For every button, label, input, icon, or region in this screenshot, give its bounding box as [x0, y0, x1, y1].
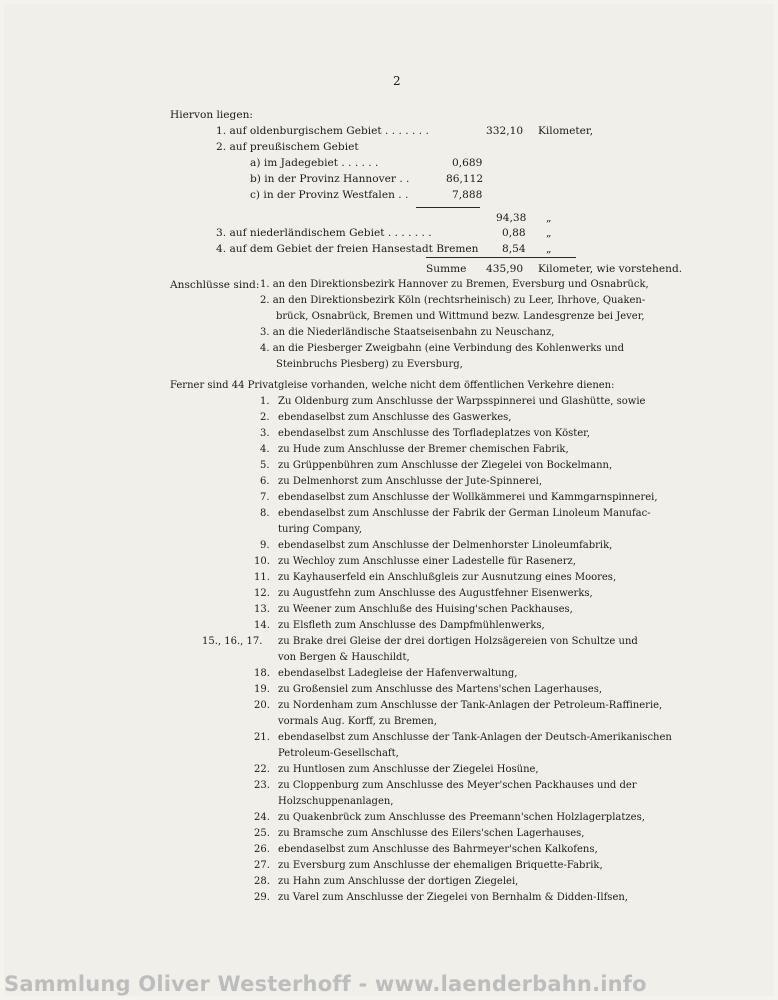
private-text: zu Hahn zum Anschlusse der dortigen Ziegelei,: [278, 876, 519, 887]
sum-value: 435,90: [486, 263, 524, 275]
private-text: zu Wechloy zum Anschlusse einer Ladestelle für Rasenerz,: [278, 556, 576, 567]
private-num: 1.: [260, 396, 270, 407]
length-label: 1. auf oldenburgischem Gebiet . . . . . . .: [216, 125, 429, 137]
document-page: [4, 4, 774, 996]
private-text: vormals Aug. Korff, zu Bremen,: [278, 716, 437, 727]
length-unit: „: [546, 243, 552, 255]
private-num: 25.: [254, 828, 270, 839]
private-intro: Ferner sind 44 Privatgleise vorhanden, welche nicht dem öffentlichen Verkehre dienen:: [170, 380, 615, 391]
private-text: von Bergen & Hauschildt,: [278, 652, 410, 663]
private-text: zu Delmenhorst zum Anschlusse der Jute-Spinnerei,: [278, 476, 543, 487]
length-label: b) in der Provinz Hannover . .: [250, 173, 410, 185]
private-num: 18.: [254, 668, 270, 679]
private-num: 4.: [260, 444, 270, 455]
private-num: 14.: [254, 620, 270, 631]
private-text: zu Hude zum Anschlusse der Bremer chemischen Fabrik,: [278, 444, 569, 455]
private-text: zu Eversburg zum Anschlusse der ehemaligen Briquette-Fabrik,: [278, 860, 603, 871]
watermark-text: [0, 972, 778, 996]
length-value: 332,10: [486, 125, 524, 137]
private-num: 23.: [254, 780, 270, 791]
private-num: 29.: [254, 892, 270, 903]
private-text: zu Varel zum Anschlusse der Ziegelei von Bernhalm & Didden-Ilfsen,: [278, 892, 628, 903]
intro-text: Hiervon liegen:: [170, 109, 254, 121]
sum-label: Summe: [426, 263, 467, 275]
private-text: zu Cloppenburg zum Anschlusse des Meyer'schen Packhauses und der: [278, 780, 637, 791]
private-text: zu Augustfehn zum Anschlusse des Augustfehner Eisenwerks,: [278, 588, 593, 599]
private-text: Zu Oldenburg zum Anschlusse der Warpsspinnerei und Glashütte, sowie: [278, 396, 646, 407]
private-text: ebendaselbst zum Anschlusse der Delmenhorster Linoleumfabrik,: [278, 540, 613, 551]
length-value: 0,689: [452, 157, 483, 169]
connection-line: 1. an den Direktionsbezirk Hannover zu Bremen, Eversburg und Osnabrück,: [260, 279, 649, 290]
private-num: 22.: [254, 764, 270, 775]
length-value: 86,112: [446, 173, 484, 185]
length-value: 94,38: [496, 212, 527, 224]
private-text: zu Bramsche zum Anschlusse des Eilers'schen Lagerhauses,: [278, 828, 585, 839]
sum-rule: [426, 257, 576, 258]
private-text: zu Quakenbrück zum Anschlusse des Preemann'schen Holzlagerplatzes,: [278, 812, 645, 823]
length-unit: „: [546, 227, 552, 239]
private-num: 21.: [254, 732, 270, 743]
length-value: 0,88: [502, 227, 526, 239]
private-num: 20.: [254, 700, 270, 711]
private-text: zu Grüppenbühren zum Anschlusse der Ziegelei von Bockelmann,: [278, 460, 613, 471]
private-text: zu Weener zum Anschluße des Huising'schen Packhauses,: [278, 604, 573, 615]
private-text: Petroleum-Gesellschaft,: [278, 748, 399, 759]
sum-unit: Kilometer, wie vorstehend.: [538, 263, 683, 275]
private-text: turing Company,: [278, 524, 362, 535]
private-text: zu Brake drei Gleise der drei dortigen Holzsägereien von Schultze und: [278, 636, 638, 647]
private-num: 19.: [254, 684, 270, 695]
private-text: zu Huntlosen zum Anschlusse der Ziegelei Hosüne,: [278, 764, 539, 775]
private-num: 6.: [260, 476, 270, 487]
private-text: ebendaselbst zum Anschlusse des Bahrmeyer'schen Kalkofens,: [278, 844, 598, 855]
length-unit: Kilometer,: [538, 125, 594, 137]
connection-line: 3. an die Niederländische Staatseisenbahn zu Neuschanz,: [260, 327, 555, 338]
private-num: 8.: [260, 508, 270, 519]
private-text: ebendaselbst Ladegleise der Hafenverwaltung,: [278, 668, 518, 679]
private-num: 15., 16., 17.: [202, 636, 263, 647]
private-text: zu Nordenham zum Anschlusse der Tank-Anlagen der Petroleum-Raffinerie,: [278, 700, 663, 711]
private-num: 10.: [254, 556, 270, 567]
subtotal-rule: [416, 207, 480, 208]
length-label: c) in der Provinz Westfalen . .: [250, 189, 409, 201]
length-label: a) im Jadegebiet . . . . . .: [250, 157, 379, 169]
private-text: ebendaselbst zum Anschlusse der Tank-Anlagen der Deutsch-Amerikanischen: [278, 732, 672, 743]
connections-title: Anschlüsse sind:: [170, 279, 260, 291]
private-text: ebendaselbst zum Anschlusse der Fabrik der German Linoleum Manufac-: [278, 508, 651, 519]
private-num: 2.: [260, 412, 270, 423]
connection-line: brück, Osnabrück, Bremen und Wittmund bezw. Landesgrenze bei Jever,: [276, 311, 645, 322]
private-num: 3.: [260, 428, 270, 439]
connection-line: 4. an die Piesberger Zweigbahn (eine Verbindung des Kohlenwerks und: [260, 343, 625, 354]
private-text: ebendaselbst zum Anschlusse des Torfladeplatzes von Köster,: [278, 428, 591, 439]
connection-line: Steinbruchs Piesberg) zu Eversburg,: [276, 359, 463, 370]
watermark-label: Sammlung Oliver Westerhoff - www.laenderbahn.info: [4, 972, 647, 996]
private-num: 11.: [254, 572, 270, 583]
private-text: ebendaselbst zum Anschlusse des Gaswerkes,: [278, 412, 512, 423]
private-num: 12.: [254, 588, 270, 599]
private-text: zu Kayhauserfeld ein Anschlußgleis zur Ausnutzung eines Moores,: [278, 572, 617, 583]
connection-line: 2. an den Direktionsbezirk Köln (rechtsrheinisch) zu Leer, Ihrhove, Quaken-: [260, 295, 646, 306]
length-label: 3. auf niederländischem Gebiet . . . . . . .: [216, 227, 432, 239]
private-text: ebendaselbst zum Anschlusse der Wollkämmerei und Kammgarnspinnerei,: [278, 492, 658, 503]
length-label: 4. auf dem Gebiet der freien Hansestadt Bremen: [216, 243, 479, 255]
length-label: 2. auf preußischem Gebiet: [216, 141, 359, 153]
private-num: 26.: [254, 844, 270, 855]
length-value: 7,888: [452, 189, 483, 201]
page-number: 2: [393, 74, 401, 88]
length-unit: „: [546, 212, 552, 224]
private-num: 9.: [260, 540, 270, 551]
length-value: 8,54: [502, 243, 526, 255]
private-text: zu Großensiel zum Anschlusse des Martens'schen Lagerhauses,: [278, 684, 603, 695]
private-text: zu Elsfleth zum Anschlusse des Dampfmühlenwerks,: [278, 620, 545, 631]
private-text: Holzschuppenanlagen,: [278, 796, 394, 807]
private-num: 5.: [260, 460, 270, 471]
private-num: 13.: [254, 604, 270, 615]
private-num: 24.: [254, 812, 270, 823]
private-num: 7.: [260, 492, 270, 503]
private-num: 27.: [254, 860, 270, 871]
private-num: 28.: [254, 876, 270, 887]
